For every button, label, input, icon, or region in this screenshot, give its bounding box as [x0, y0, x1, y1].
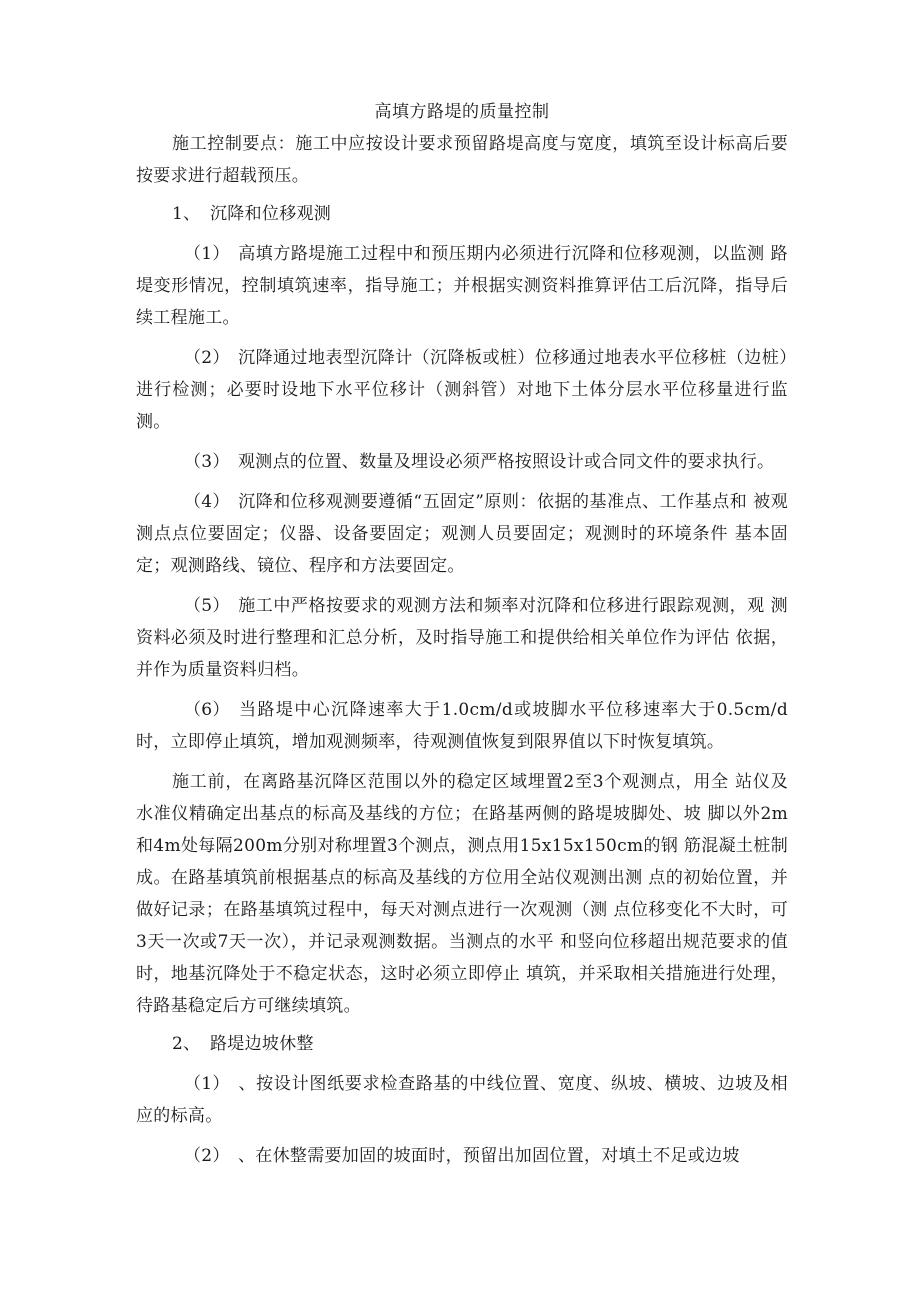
list-item [136, 238, 788, 334]
item-text: 观测点的位置、数量及埋设必须严格按照设计或合同文件的要求执行。 [238, 452, 775, 472]
item-number: （1） [184, 244, 230, 264]
list-item [136, 446, 788, 478]
item-text: 高填方路堤施工过程中和预压期内必须进行沉降和位移观测，以监测 路堤变形情况，控制填筑速率，指导施工；并根据实测资料推算评估工后沉降，指导后续工程施工。 [136, 244, 788, 328]
section-heading-1 [136, 198, 788, 230]
list-item [136, 1140, 788, 1172]
section-number: 1、 [172, 204, 201, 224]
item-text: 沉降和位移观测要遵循“五固定”原则：依据的基准点、工作基点和 被观测点点位要固定；仪器、设备要固定；观测人员要固定；观测时的环境条件 基本固定；观测路线、镜位、程序和方法要固定。 [136, 492, 788, 576]
list-item [136, 694, 788, 758]
item-text: 、按设计图纸要求检查路基的中线位置、宽度、纵坡、横坡、边坡及相 应的标高。 [136, 1074, 788, 1126]
item-number: （4） [184, 492, 230, 512]
list-item [136, 342, 788, 438]
item-number: （6） [184, 700, 230, 720]
item-text: 沉降通过地表型沉降计（沉降板或桩）位移通过地表水平位移桩（边桩）进行检测；必要时设地下水平位移计（测斜管）对地下土体分层水平位移量进行监测。 [136, 348, 788, 432]
item-text: 、在休整需要加固的坡面时，预留出加固位置，对填土不足或边坡 [238, 1146, 740, 1166]
item-text: 当路堤中心沉降速率大于1.0cm/d或坡脚水平位移速率大于0.5cm/d时，立即停止填筑，增加观测频率，待观测值恢复到限界值以下时恢复填筑。 [136, 700, 788, 752]
body-paragraph: 施工前，在离路基沉降区范围以外的稳定区域埋置2至3个观测点，用全 站仪及水准仪精确定出基点的标高及基线的方位；在路基两侧的路堤坡脚处、坡 脚以外2m和4m处每隔200m分别对称埋置3个测点，测点用15x15x150cm的钢 筋混凝土桩制成。在路基填筑前根据基点的标高及基线的方位用全站仪观测出测 点的初始位置，并做好记录；在路基填筑过程中，每天对测点进行一次观测（测 点位移变化不大时，可3天一次或7天一次），并记录观测数据。当测点的水平 和竖向位移超出规范要求的值时，地基沉降处于不稳定状态，这时必须立即停止 填筑，并采取相关措施进行处理，待路基稳定后方可继续填筑。 [136, 772, 788, 1016]
list-item [136, 590, 788, 686]
item-number: （3） [184, 452, 230, 472]
list-item [136, 1068, 788, 1132]
section-title: 路堤边坡休整 [210, 1034, 314, 1054]
item-number: （5） [184, 596, 230, 616]
document-title: 高填方路堤的质量控制 [374, 102, 550, 122]
item-text: 施工中严格按要求的观测方法和频率对沉降和位移进行跟踪观测，观 测资料必须及时进行整理和汇总分析，及时指导施工和提供给相关单位作为评估 依据，并作为质量资料归档。 [136, 596, 788, 680]
item-number: （2） [184, 348, 230, 368]
section-title: 沉降和位移观测 [210, 204, 332, 224]
document-page [136, 96, 788, 1172]
intro-paragraph: 施工控制要点：施工中应按设计要求预留路堤高度与宽度，填筑至设计标高后要按要求进行超载预压。 [136, 134, 788, 186]
section-number: 2、 [172, 1034, 201, 1054]
item-number: （2） [184, 1146, 230, 1166]
item-number: （1） [184, 1074, 230, 1094]
section-heading-2 [136, 1028, 788, 1060]
list-item [136, 486, 788, 582]
